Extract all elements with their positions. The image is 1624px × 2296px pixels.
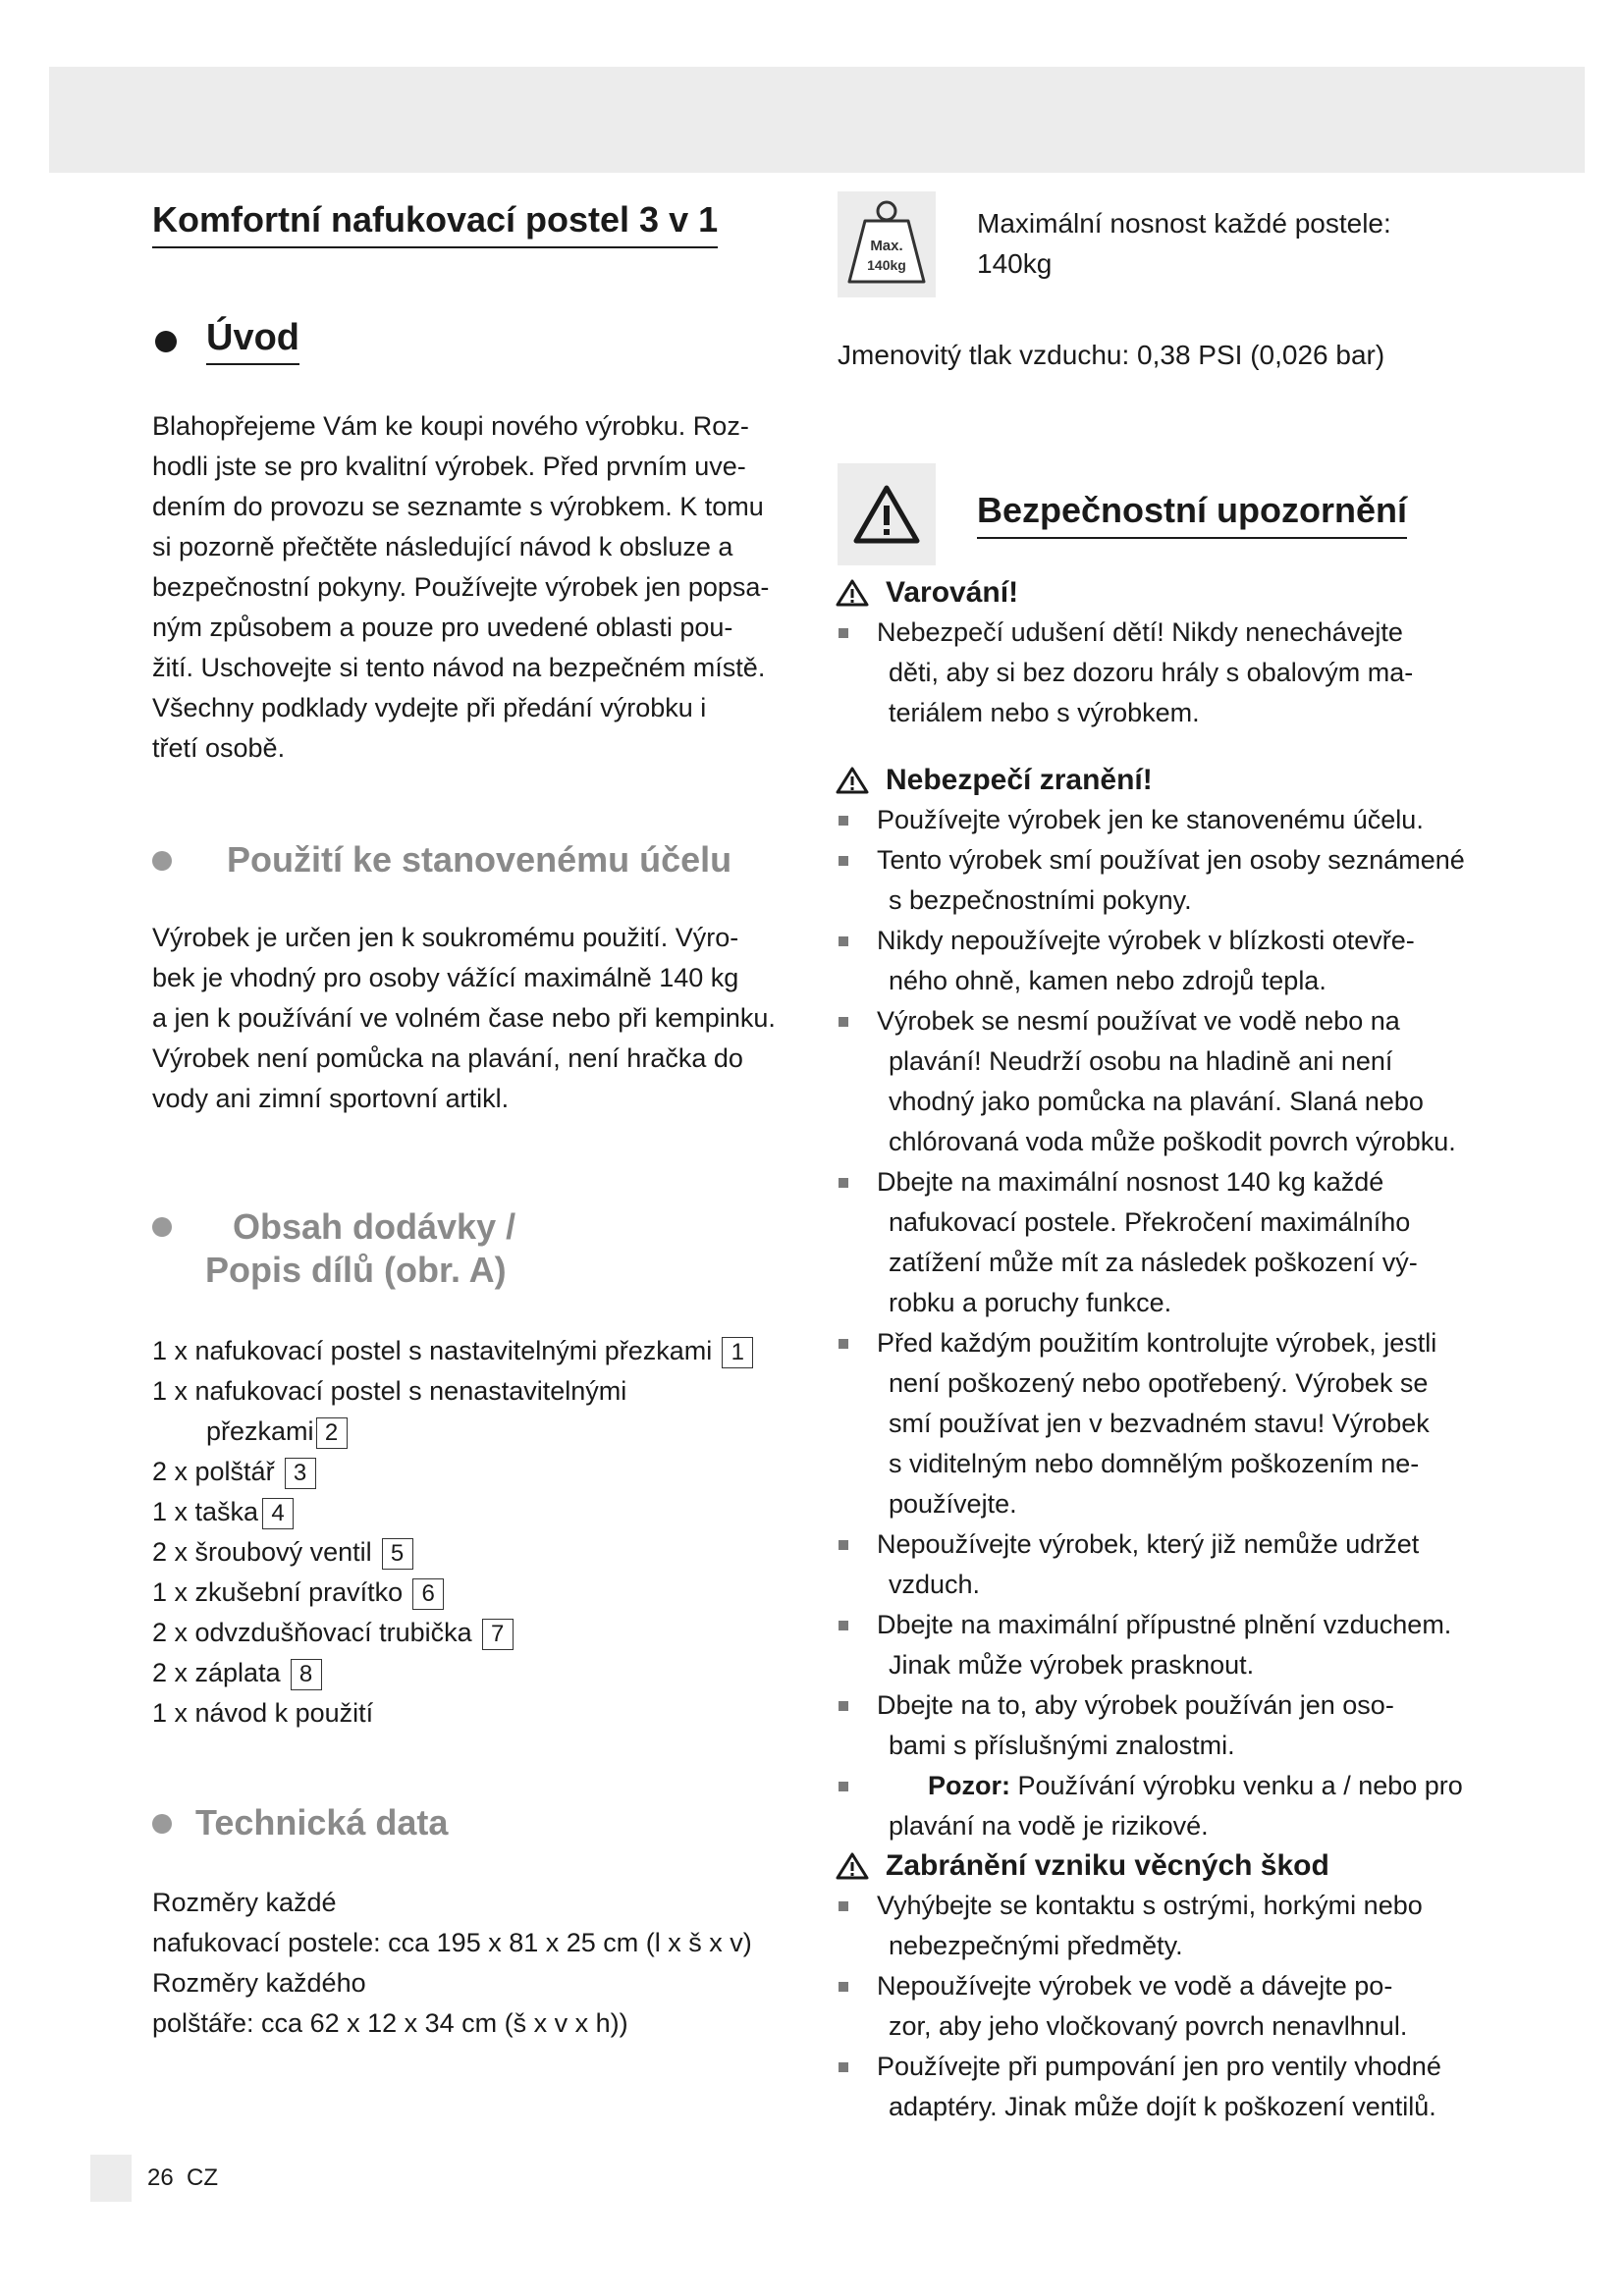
contents-heading: Obsah dodávky / Popis dílů (obr. A) <box>152 1205 800 1292</box>
property-damage-subheading: Zabránění vzniku věcných škod <box>835 1846 1525 1886</box>
left-column <box>152 196 800 2044</box>
list-item: Dbejte na maximální nosnost 140 kg každé nafukovací postele. Překročení maximálního zatížení může mít za následek poškození vý- robku a poruchy funkce. <box>838 1162 1525 1323</box>
page-number: 26 CZ <box>147 2164 219 2191</box>
warning-small-icon <box>835 1851 870 1881</box>
list-item: Před každým použitím kontrolujte výrobek, jestli není poškozený nebo opotřebený. Výrobek se smí používat jen v bezvadném stavu! Výrobek s viditelným nebo domnělým poškozením ne- používejte. <box>838 1323 1525 1524</box>
svg-text:Max.: Max. <box>870 238 903 254</box>
list-item: 2 x odvzdušňovací trubička 7 <box>152 1613 800 1653</box>
list-item: Dbejte na to, aby výrobek používán jen oso- bami s příslušnými znalostmi. <box>838 1685 1525 1766</box>
usage-text: Výrobek je určen jen k soukromému použití. Výro- bek je vhodný pro osoby vážící maximálně 140 kg a jen k používání ve volném čase nebo při kempinku. Výrobek není pomůcka na plavání, není hračka do vody ani zimní sportovní artikl. <box>152 923 776 1113</box>
page-footer <box>90 2155 218 2202</box>
list-item: 1 x nafukovací postel s nastavitelnými přezkami 1 <box>152 1331 800 1371</box>
list-item: 1 x návod k použití <box>152 1698 374 1728</box>
technical-text: Rozměry každé nafukovací postele: cca 195 x 81 x 25 cm (l x š x v) Rozměry každého polštáře: cca 62 x 12 x 34 cm (š x v x h)) <box>152 1888 752 2038</box>
contents-list <box>152 1331 800 1734</box>
list-item: Tento výrobek smí používat jen osoby seznámené s bezpečnostními pokyny. <box>838 840 1525 921</box>
intro-heading: Úvod <box>152 317 800 365</box>
header-band <box>49 67 1585 173</box>
list-item: 2 x šroubový ventil 5 <box>152 1532 800 1573</box>
list-item: Nikdy nepoužívejte výrobek v blízkosti otevře- ného ohně, kamen nebo zdrojů tepla. <box>838 921 1525 1001</box>
list-item: Výrobek se nesmí používat ve vodě nebo na plavání! Neudrží osobu na hladině ani není vhodný jako pomůcka na plavání. Slaná nebo chlórovaná voda může poškodit povrch výrobku. <box>838 1001 1525 1162</box>
air-pressure: Jmenovitý tlak vzduchu: 0,38 PSI (0,026 bar) <box>838 340 1385 370</box>
list-item: Používejte při pumpování jen pro ventily vhodné adaptéry. Jinak může dojít k poškození ventilů. <box>838 2047 1525 2127</box>
safety-heading: Bezpečnostní upozornění <box>838 463 1525 565</box>
list-item: 1 x zkušební pravítko 6 <box>152 1573 800 1613</box>
document-title: Komfortní nafukovací postel 3 v 1 <box>152 199 718 248</box>
list-item: 2 x záplata 8 <box>152 1653 800 1693</box>
max-load <box>838 191 1525 297</box>
list-item: Nepoužívejte výrobek, který již nemůže udržet vzduch. <box>838 1524 1525 1605</box>
usage-heading: Použití ke stanovenému účelu <box>152 839 800 881</box>
list-item: Dbejte na maximální přípustné plnění vzduchem. Jinak může výrobek prasknout. <box>838 1605 1525 1685</box>
list-item: přezkami 2 <box>152 1412 800 1452</box>
list-item: 2 x polštář 3 <box>152 1452 800 1492</box>
svg-text:140kg: 140kg <box>867 257 906 273</box>
bullet-dot-icon <box>152 1217 172 1237</box>
list-item: Vyhýbejte se kontaktu s ostrými, horkými nebo nebezpečnými předměty. <box>838 1886 1525 1966</box>
list-item: 1 x taška 4 <box>152 1492 800 1532</box>
bullet-dot-icon <box>152 851 172 871</box>
footer-marker <box>90 2155 132 2202</box>
intro-text: Blahopřejeme Vám ke koupi nového výrobku. Roz- hodli jste se pro kvalitní výrobek. Před prvním uve- dením do provozu se seznamte s výrobkem. K tomu si pozorně přečtěte následující návod k obsluze a bezpečnostní pokyny. Používejte výrobek jen popsa- ným způsobem a pouze pro uvedené oblasti pou- žití. Uschovejte si tento návod na bezpečném místě. Všechny podklady vydejte při předání výrobku i třetí osobě. <box>152 411 770 763</box>
list-item: Používejte výrobek jen ke stanovenému účelu. <box>838 800 1525 840</box>
max-load-text: Maximální nosnost každé postele: 140kg <box>977 208 1391 279</box>
bullet-dot-icon <box>152 1814 172 1834</box>
weight-icon <box>838 191 936 297</box>
caution-item: Pozor: Používání výrobku venku a / nebo pro plavání na vodě je rizikové. <box>838 1766 1525 1846</box>
list-item: 1 x nafukovací postel s nenastavitelnými <box>152 1376 627 1406</box>
bullet-dot-icon <box>155 331 177 352</box>
warning-small-icon <box>835 766 870 795</box>
technical-heading: Technická data <box>152 1802 800 1843</box>
injury-subheading: Nebezpečí zranění! <box>835 761 1525 800</box>
list-item: Nebezpečí udušení dětí! Nikdy nenechávejte děti, aby si bez dozoru hrály s obalovým ma- teriálem nebo s výrobkem. <box>838 613 1525 733</box>
warning-triangle-icon <box>838 463 936 565</box>
list-item: Nepoužívejte výrobek ve vodě a dávejte po- zor, aby jeho vločkovaný povrch nenavlhnul. <box>838 1966 1525 2047</box>
warning-subheading: Varování! <box>835 573 1525 613</box>
right-column <box>838 191 1525 2127</box>
warning-small-icon <box>835 578 870 608</box>
